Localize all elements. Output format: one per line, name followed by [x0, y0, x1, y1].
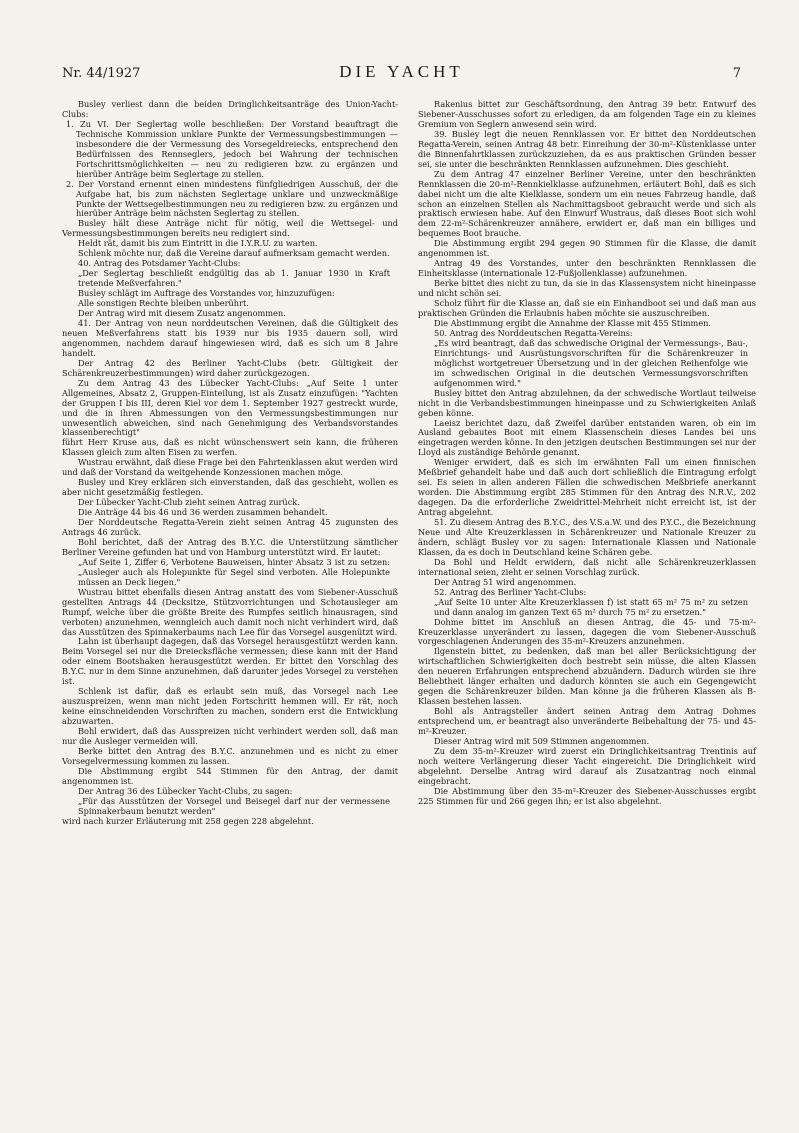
paragraph: Dieser Antrag wird mit 509 Stimmen angenommen.: [434, 736, 650, 746]
paragraph: Wustrau erwähnt, daß diese Frage bei den Fahrtenklassen akut werden wird und daß der Vorstand da weitgehende Konzessionen machen möge.: [62, 457, 398, 478]
motion-heading: 52. Antrag des Berliner Yacht-Clubs:: [434, 586, 587, 597]
paragraph: Wustrau bittet ebenfalls diesen Antrag anstatt des vom Siebener-Ausschuß gestellten Antrags 44 (Decksitze, Stützvorrichtungen und Schotausleger am Rumpf, welche über die größte Breite des Rumpfes seitlich hinausragen, sind verboten) anzunehmen, wenngleich auch damit noch nicht verhindert wird, daß das Ausstützen des Spinnakerbaums nach Lee für das Vorsegel ausgenützt wird.: [62, 586, 398, 637]
paragraph: Bohl als Antragsteller ändert seinen Antrag dem Antrag Dohmes entsprechend um, er beantragt also unveränderte Beibehaltung der 75- und 45-m²-Kreuzer.: [418, 706, 756, 737]
paragraph: Schlenk möchte nur, daß die Vereine darauf aufmerksam gemacht werden.: [78, 248, 390, 259]
paragraph: Der Antrag 51 wird angenommen.: [434, 576, 577, 587]
page-header: [62, 62, 741, 86]
list-item: 2. Der Vorstand ernennt einen mindestens fünfgliedrigen Ausschuß, der die Aufgabe hat, bis zum nächsten Seglertage unklare und unzweckmäßige Punkte der Wettsegelbestimmungen neu zu redigieren bzw. zu ergänzen und hierüber Anträge beim nächsten Seglertag zu stellen.: [66, 178, 398, 219]
paragraph: Der Antrag wird mit diesem Zusatz angenommen.: [78, 308, 286, 319]
paragraph: Zu dem Antrag 43 des Lübecker Yacht-Clubs: „Auf Seite 1 unter Allgemeines, Absatz 2, Gruppen-Einteilung, ist als Zusatz einzufügen: "Yachten der Gruppen I bis III, deren Kiel vor dem 1. September 1927 gestreckt wurde, und die in ihren Abmessungen von den Vermessungsbestimmungen nur unwesentlich abweichen, sind nach Genehmigung des Verbandsvorstandes klassenberechtigt": [62, 377, 398, 438]
paragraph: Weniger erwidert, daß es sich im erwähnten Fall um einen finnischen Meßbrief gehandelt habe und daß auch dort schließlich die Eintragung erfolgt sei. Es seien in allen anderen Fällen die schwedischen Meßbriefe anerkannt worden. Die Abstimmung ergibt 285 Stimmen für den Antrag des N.R.V., 202 dagegen. Da die erforderliche Zweidrittel-Mehrheit nicht erreicht ist, ist der Antrag abgelehnt.: [418, 457, 756, 518]
quoted-motion: „Für das Ausstützen der Vorsegel und Beisegel darf nur der vermessene Spinnakerbaum benutzt werden": [78, 795, 390, 816]
paragraph: Zu dem Antrag 47 einzelner Berliner Vereine, unter den beschränkten Rennklassen die 20-m²-Rennkielklasse aufzunehmen, erläutert Bohl, daß es sich dabei nicht um die alte Kielklasse, sondern um ein neues Fahrzeug handle, daß schon an einzelnen Stellen als Nachmittagsboot gebraucht werde und sich als praktisch erwiesen habe. Auf den Einwurf Wustraus, daß dieses Boot sich wohl dem 22-m²-Schärenkreuzer annähere, erwidert er, daß man ein billiges und bequemes Boot brauche.: [418, 168, 756, 239]
page-number: 7: [732, 66, 741, 81]
paragraph: Rakenius bittet zur Geschäftsordnung, den Antrag 39 betr. Entwurf des Siebener-Ausschusses sofort zu erledigen, da am folgenden Tage ein zu kleines Gremium von Seglern anwesend sein wird.: [418, 99, 756, 129]
paragraph: Dohme bittet im Anschluß an diesen Antrag, die 45- und 75-m²-Kreuzerklasse unverändert zu lassen, dagegen die vom Siebener-Ausschuß vorgeschlagenen Änderungen des 35-m²-Kreuzers anzunehmen.: [418, 616, 756, 647]
paragraph: Die Abstimmung ergibt 544 Stimmen für den Antrag, der damit angenommen ist.: [62, 765, 398, 786]
paragraph: Die Abstimmung ergibt die Annahme der Klasse mit 455 Stimmen.: [434, 317, 712, 328]
paragraph: Der Norddeutsche Regatta-Verein zieht seinen Antrag 45 zugunsten des Antrags 46 zurück.: [62, 517, 398, 537]
paragraph: Die Abstimmung ergibt 294 gegen 90 Stimmen für die Klasse, die damit angenommen ist.: [418, 238, 756, 259]
paragraph: Der Lübecker Yacht-Club zieht seinen Antrag zurück.: [78, 497, 300, 508]
motion-heading: 40. Antrag des Potsdamer Yacht-Clubs:: [78, 258, 241, 269]
quoted-motion: „Auf Seite 1, Ziffer 6, Verbotene Bauweisen, hinter Absatz 3 ist zu setzen: „Ausleger auch als Holepunkte für Segel sind verboten. Alle Holepunkte müssen an Deck liegen.": [78, 556, 390, 587]
paragraph: Lahn ist überhaupt dagegen, daß das Vorsegel herausgestützt werden kann. Beim Vorsegel sei nur die Dreiecksfläche vermessen; diese kann mit der Hand oder einem Bootshaken herausgestützt werden. Er bittet den Vorschlag des B.Y.C. nur in dem Sinne anzunehmen, daß darunter jedes Vorsegel zu verstehen ist.: [62, 636, 398, 687]
motion-heading: 50. Antrag des Norddeutschen Regatta-Vereins:: [434, 327, 633, 338]
paragraph: Bohl erwidert, daß das Ausspreizen nicht verhindert werden soll, daß man nur die Ausleger vermeiden will.: [62, 726, 398, 746]
paragraph: Laeisz berichtet dazu, daß Zweifel darüber entstanden waren, ob ein im Ausland gebautes Boot mit einem Klassenschein dieses Landes bei uns eingetragen werden könne. In den jetzigen deutschen Bestimmungen sei nur der Lloyd als zuständige Behörde genannt.: [418, 417, 756, 458]
quoted-motion: „Es wird beantragt, daß das schwedische Original der Vermessungs-, Bau-, Einrichtungs- und Ausrüstungsvorschriften für die Schärenkreuzer in möglichst wortgetreuer Übersetzung und in der gleichen Reihenfolge wie im schwedischen Original in die deutschen Vermessungsvorschriften aufgenommen wird.": [434, 337, 748, 388]
paragraph: Schlenk ist dafür, daß es erlaubt sein muß, das Vorsegel nach Lee auszuspreizen, wenn man nicht jeden Fortschritt hemmen will. Er rät, noch keine einschneidenden Vorschriften zu machen, sondern erst die Entwicklung abzuwarten.: [62, 686, 398, 727]
paragraph: Busley verliest dann die beiden Dringlichkeitsanträge des Union-Yacht-Clubs:: [62, 99, 398, 119]
paragraph: Berke bittet dies nicht zu tun, da sie in das Klassensystem nicht hineinpasse und nicht schön sei.: [418, 278, 756, 299]
left-column: [62, 100, 398, 827]
magazine-title: DIE YACHT: [339, 62, 464, 81]
quoted-motion: „Der Seglertag beschließt endgültig das ab 1. Januar 1930 in Kraft tretende Meßverfahren.": [78, 268, 390, 289]
paragraph: Busley und Krey erklären sich einverstanden, daß das geschieht, wollen es aber nicht gesetzmäßig festlegen.: [62, 477, 398, 498]
paragraph: 41. Der Antrag von neun norddeutschen Vereinen, daß die Gültigkeit des neuen Meßverfahrens statt bis 1939 nur bis 1935 dauern soll, wird angenommen, nachdem darauf hingewiesen wird, daß es sich um 8 Jahre handelt.: [62, 317, 398, 358]
right-column: [418, 100, 756, 807]
paragraph: Die Abstimmung über den 35-m²-Kreuzer des Siebener-Ausschusses ergibt 225 Stimmen für und 266 gegen ihn; er ist also abgelehnt.: [418, 785, 756, 806]
paragraph: Busley schlägt im Auftrage des Vorstandes vor, hinzuzufügen:: [78, 288, 335, 299]
paragraph: Ilgenstein bittet, zu bedenken, daß man bei aller Berücksichtigung der wirtschaftlichen Schwierigkeiten doch bestrebt sein müsse, die alten Klassen den neueren Erfahrungen entsprechend abzuändern. Dadurch würden sie ihre Beliebtheit länger erhalten und dadurch könnten sie auch ein Gegengewicht gegen die Schärenkreuzer bilden. Man könne ja die früheren Klassen als B-Klassen bestehen lassen.: [418, 646, 756, 707]
paragraph: 51. Zu diesem Antrag des B.Y.C., des V.S.a.W. und des P.Y.C., die Bezeichnung Neue und Alte Kreuzerklassen in Schärenkreuzer und Nationale Kreuzer zu ändern, schlägt Busley vor zu sagen: Internationale Klassen und Nationale Klassen, da es doch in Deutschland keine Schären gebe.: [418, 517, 756, 557]
paragraph: führt Herr Kruse aus, daß es nicht wünschenswert sein kann, die früheren Klassen gleich zum alten Eisen zu werfen.: [62, 437, 398, 458]
paragraph: Der Antrag 36 des Lübecker Yacht-Clubs, zu sagen:: [78, 785, 293, 796]
paragraph: Zu dem 35-m²-Kreuzer wird zuerst ein Dringlichkeitsantrag Trentinis auf noch weitere Verlängerung dieser Yacht eingereicht. Die Dringlichkeit wird abgelehnt. Derselbe Antrag wird darauf als Zusatzantrag noch einmal eingebracht.: [418, 745, 756, 786]
paragraph: Da Bohl und Heldt erwidern, daß nicht alle Schärenkreuzerklassen international seien, zieht er seinen Vorschlag zurück.: [418, 556, 756, 577]
paragraph: Scholz führt für die Klasse an, daß sie ein Einhandboot sei und daß man aus praktischen Gründen die Erlaubnis haben möchte sie auszuschreiben.: [418, 298, 756, 319]
paragraph: Busley hält diese Anträge nicht für nötig, weil die Wettsegel- und Vermessungsbestimmungen bereits neu redigiert sind.: [62, 218, 398, 239]
list-item: 1. Zu VI. Der Seglertag wolle beschließen: Der Vorstand beauftragt die Technische Kommission unklare Punkte der Vermessungsbestimmungen — insbesondere die der Vermessung des Vorsegeldreiecks, entsprechend den Bedürfnissen des Rennseglers, jedoch bei Wahrung der technischen Fortschrittsmöglichkeiten — neu zu redigieren bzw. zu ergänzen und hierüber Anträge beim Seglertage zu stellen.: [66, 118, 398, 179]
paragraph: Busley bittet den Antrag abzulehnen, da der schwedische Wortlaut teilweise nicht in die Verbandsbestimmungen hineinpasse und zu Schwierigkeiten Anlaß geben könne.: [418, 387, 756, 418]
paragraph: 39. Busley legt die neuen Rennklassen vor. Er bittet den Norddeutschen Regatta-Verein, seinen Antrag 48 betr. Einreihung der 30-m²-Küstenklasse unter die Binnenfahrtklassen zurückzuziehen, da es aus praktischen Gründen besser sei, sie unter die beschränkten Rennklassen aufzunehmen. Dies geschieht.: [418, 128, 756, 169]
paragraph: Berke bittet den Antrag des B.Y.C. anzunehmen und es nicht zu einer Vorsegelvermessung kommen zu lassen.: [62, 745, 398, 766]
paragraph: wird nach kurzer Erläuterung mit 258 gegen 228 abgelehnt.: [62, 815, 314, 826]
paragraph: Heldt rät, damit bis zum Eintritt in die I.Y.R.U. zu warten.: [78, 238, 318, 249]
paragraph: Die Anträge 44 bis 46 und 36 werden zusammen behandelt.: [78, 507, 328, 518]
paragraph: Antrag 49 des Vorstandes, unter den beschränkten Rennklassen die Einheitsklasse (internationale 12-Fußjollenklasse) aufzunehmen.: [418, 258, 756, 279]
paragraph: Der Antrag 42 des Berliner Yacht-Clubs (betr. Gültigkeit der Schärenkreuzerbestimmungen) wird daher zurückgezogen.: [62, 357, 398, 378]
quoted-motion: „Auf Seite 10 unter Alte Kreuzerklassen f) ist statt 65 m² 75 m² zu setzen und dann analog im ganzen Text 65 m² durch 75 m² zu ersetzen.": [434, 596, 748, 617]
issue-number: Nr. 44/1927: [62, 66, 141, 81]
paragraph: Bohl berichtet, daß der Antrag des B.Y.C. die Unterstützung sämtlicher Berliner Vereine gefunden hat und von Hamburg unterstützt wird. Er lautet:: [62, 536, 398, 557]
paragraph: Alle sonstigen Rechte bleiben unberührt.: [78, 298, 249, 309]
